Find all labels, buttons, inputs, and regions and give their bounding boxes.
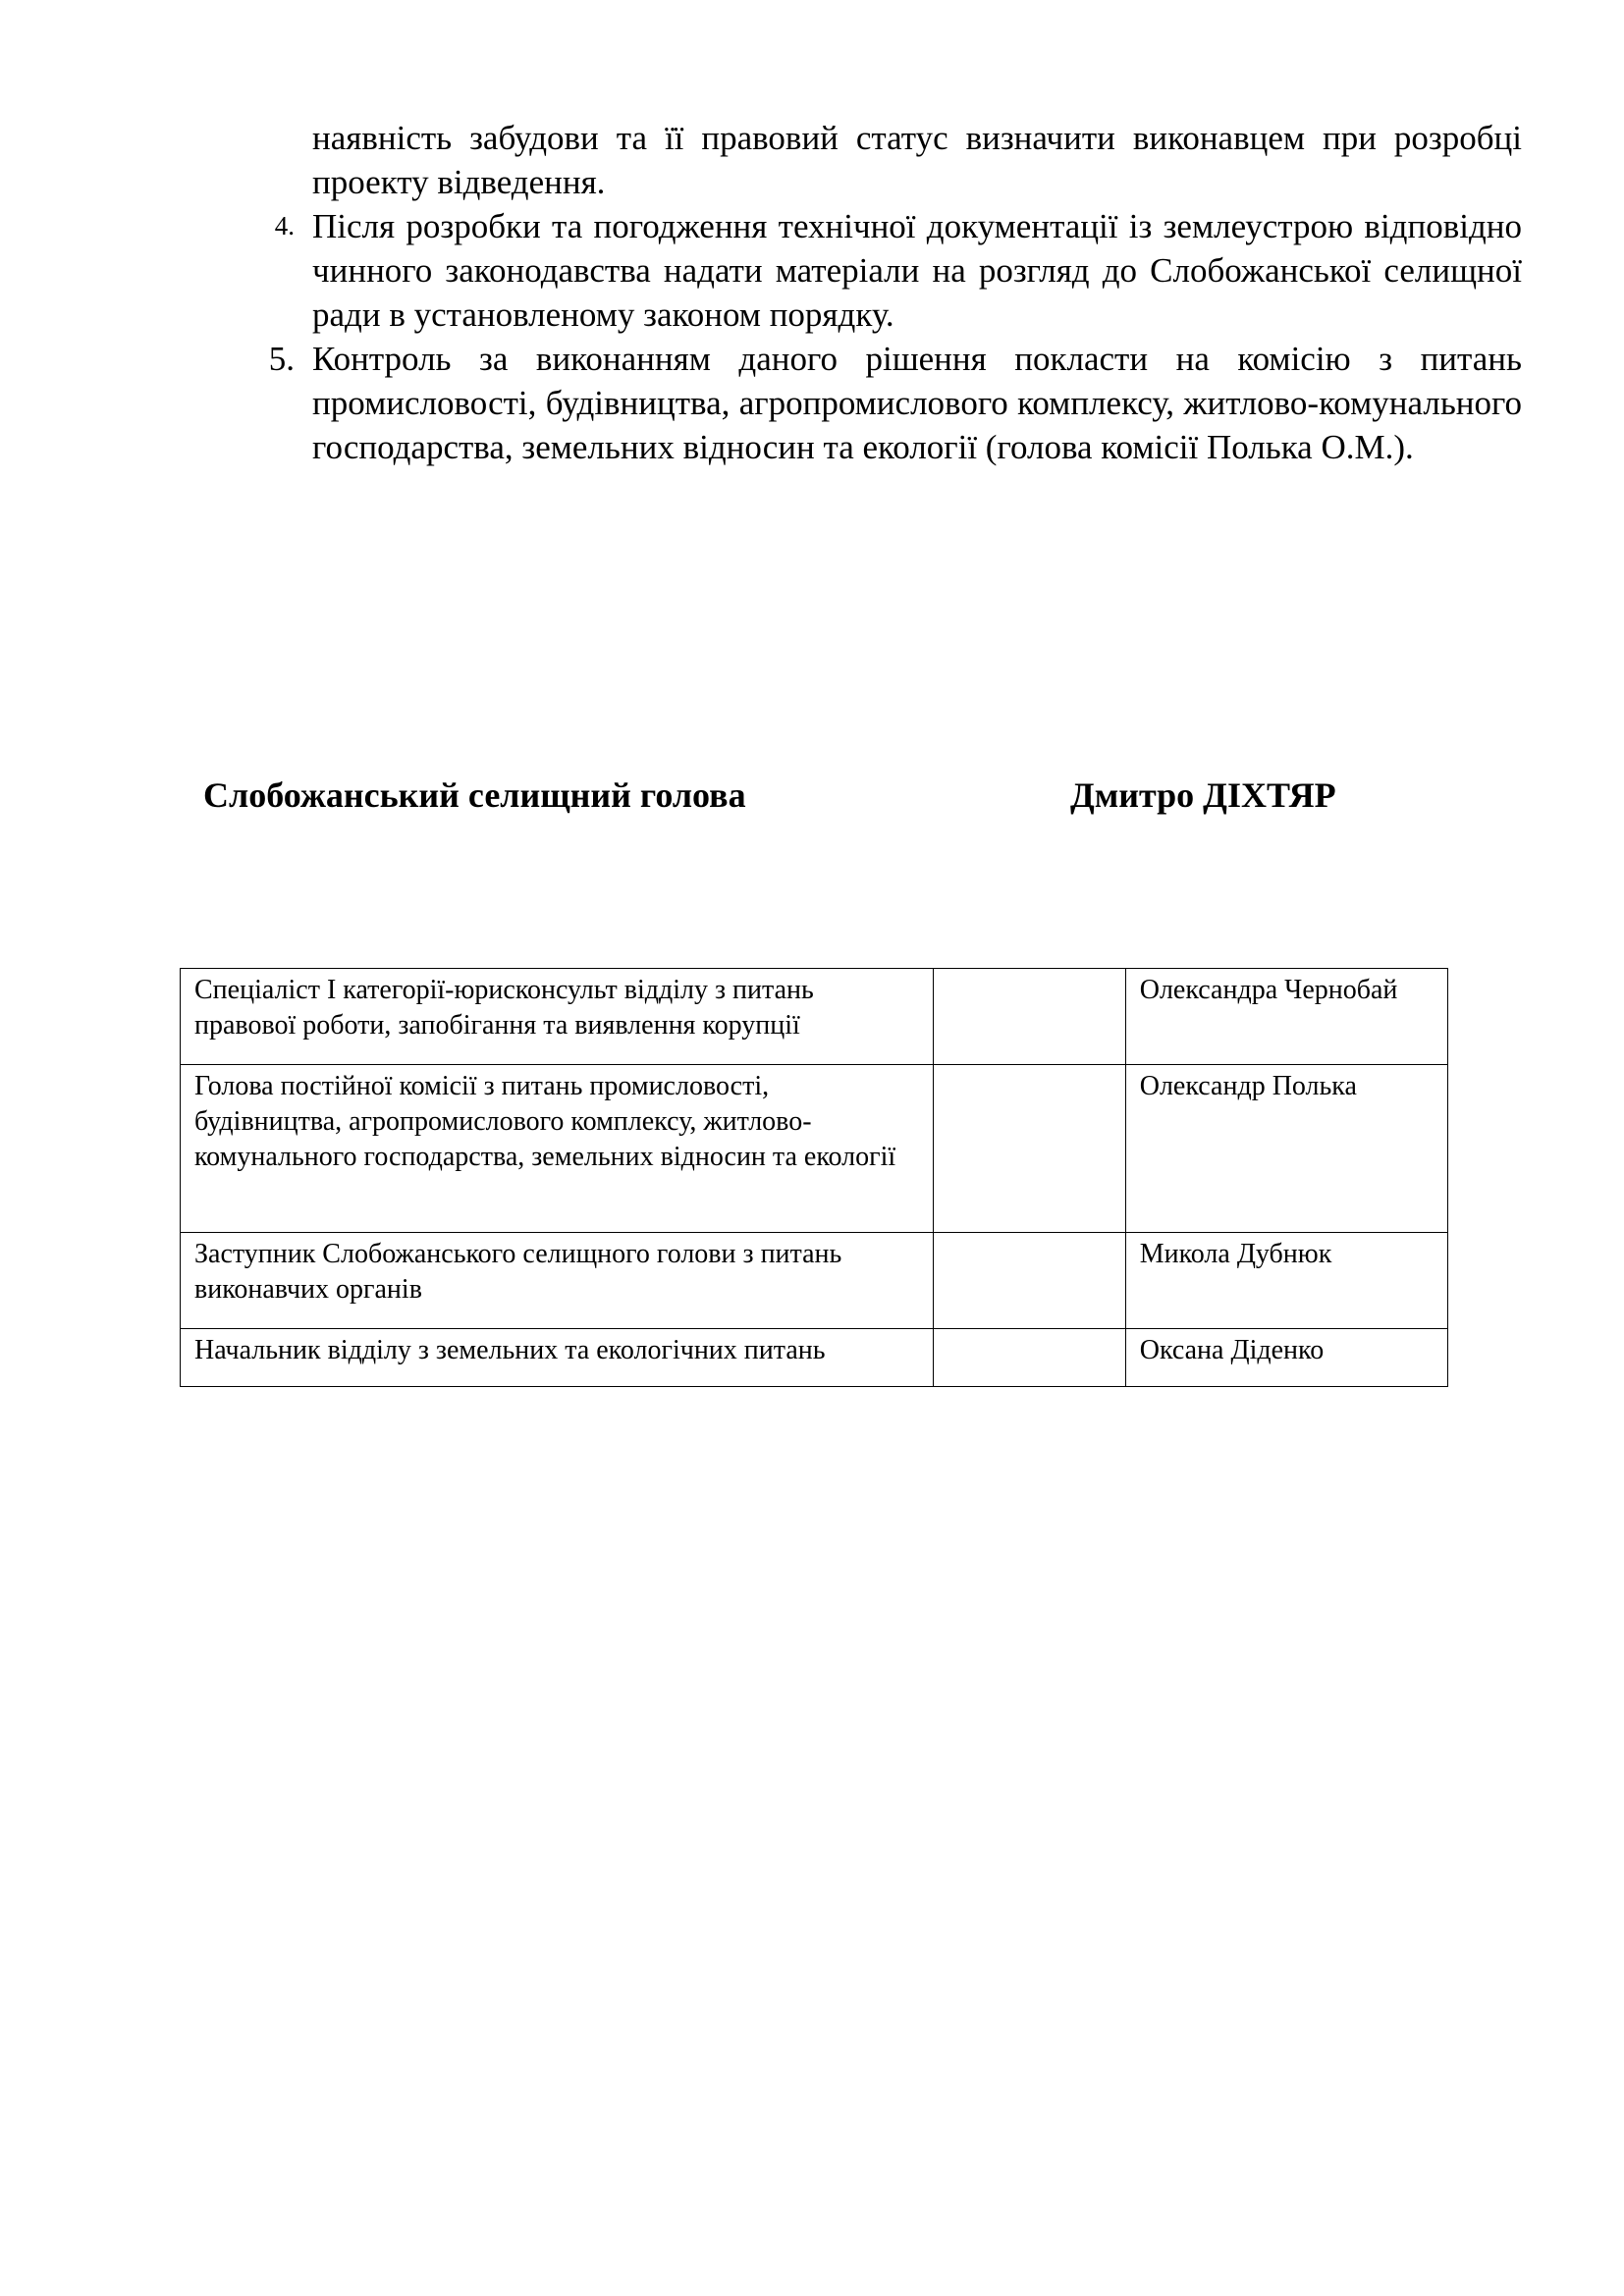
approver-name: Олександр Полька — [1125, 1065, 1447, 1233]
approver-position: Спеціаліст І категорії-юрисконсульт відділу з питань правової роботи, запобігання та виявлення корупції — [181, 969, 934, 1065]
table-row — [181, 969, 1448, 1065]
approver-position: Начальник відділу з земельних та екологічних питань — [181, 1329, 934, 1387]
clause-text: наявність забудови та її правовий статус визначити виконавцем при розробці проекту відведення. — [312, 119, 1522, 201]
approver-position: Голова постійної комісії з питань промисловості, будівництва, агропромислового комплексу, житлово-комунального господарства, земельних відносин та екології — [181, 1065, 934, 1233]
clause-4 — [226, 204, 1522, 337]
approver-name: Олександра Чернобай — [1125, 969, 1447, 1065]
clause-text: Після розробки та погодження технічної документації із землеустрою відповідно чинного законодавства надати матеріали на розгляд до Слобожанської селищної ради в установленому законом порядку. — [312, 207, 1522, 334]
decision-clauses — [226, 116, 1522, 469]
approver-signature — [933, 1233, 1125, 1329]
clause-continuation — [226, 116, 1522, 204]
clause-number: 4. — [274, 211, 295, 240]
clause-text: Контроль за виконанням даного рішення покласти на комісію з питань промисловості, будівництва, агропромислового комплексу, житлово-комунального господарства, земельних відносин та екології (голова комісії Полька О.М.). — [312, 340, 1522, 466]
approver-position: Заступник Слобожанського селищного голови з питань виконавчих органів — [181, 1233, 934, 1329]
approver-name: Микола Дубнюк — [1125, 1233, 1447, 1329]
approver-name: Оксана Діденко — [1125, 1329, 1447, 1387]
table-row — [181, 1233, 1448, 1329]
signature-name: Дмитро ДІХТЯР — [1070, 775, 1336, 815]
clause-5 — [226, 337, 1522, 469]
clause-number: 5. — [268, 340, 295, 378]
approver-signature — [933, 1329, 1125, 1387]
table-row — [181, 1065, 1448, 1233]
approver-signature — [933, 1065, 1125, 1233]
signature-title: Слобожанський селищний голова — [203, 775, 746, 815]
approver-signature — [933, 969, 1125, 1065]
table-row — [181, 1329, 1448, 1387]
approval-table — [180, 968, 1448, 1387]
